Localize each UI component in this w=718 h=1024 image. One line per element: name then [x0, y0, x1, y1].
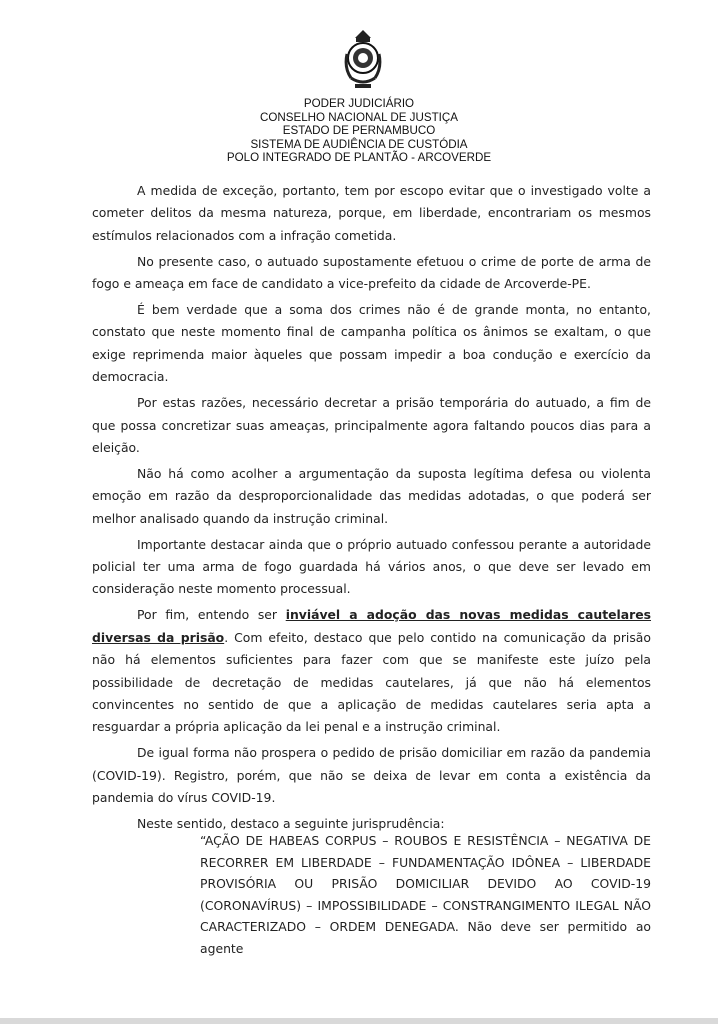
paragraph-text: Por fim, entendo ser — [137, 607, 286, 623]
pernambuco-coat-of-arms-icon — [343, 28, 383, 92]
paragraph: Neste sentido, destaco a seguinte jurisprudência: — [137, 815, 445, 831]
header-line: POLO INTEGRADO DE PLANTÃO - ARCOVERDE — [226, 151, 492, 165]
paragraph: A medida de exceção, portanto, tem por escopo evitar que o investigado volte a cometer delitos da mesma natureza, porque, em liberdade, encontrariam os mesmos estímulos relacionados com a infração cometida. — [92, 183, 651, 243]
document-body — [92, 180, 651, 839]
paragraph: No presente caso, o autuado supostamente efetuou o crime de porte de arma de fogo e ameaça em face de candidato a vice-prefeito da cidade de Arcoverde-PE. — [92, 253, 651, 292]
paragraph: Importante destacar ainda que o próprio autuado confessou perante a autoridade policial ter uma arma de fogo guardada há vários anos, o que deve ser levado em consideração neste momento processual. — [92, 536, 651, 597]
paragraph: Não há como acolher a argumentação da suposta legítima defesa ou violenta emoção em razão da desproporcionalidade das medidas adotadas, o que poderá ser melhor analisado quando da instrução criminal. — [92, 465, 651, 526]
paragraph: Por estas razões, necessário decretar a prisão temporária do autuado, a fim de que possa concretizar suas ameaças, principalmente agora faltando poucos dias para a eleição. — [92, 395, 651, 455]
document-header — [0, 97, 718, 165]
header-line: ESTADO DE PERNAMBUCO — [282, 124, 436, 138]
page-bottom-edge — [0, 1018, 718, 1024]
paragraph: É bem verdade que a soma dos crimes não é de grande monta, no entanto, constato que neste momento final de campanha política os ânimos se exaltam, o que exige reprimenda maior àqueles que possam impedir a boa condução e exercício da democracia. — [92, 302, 651, 385]
header-line: SISTEMA DE AUDIÊNCIA DE CUSTÓDIA — [250, 137, 468, 151]
paragraph: De igual forma não prospera o pedido de prisão domiciliar em razão da pandemia (COVID-19). Registro, porém, que não se deixa de levar em conta a existência da pandemia do vírus COVID-19. — [92, 745, 651, 806]
jurisprudence-quote: “AÇÃO DE HABEAS CORPUS – ROUBOS E RESISTÊNCIA – NEGATIVA DE RECORRER EM LIBERDADE – FUNDAMENTAÇÃO IDÔNEA – LIBERDADE PROVISÓRIA OU PRISÃO DOMICILIAR DEVIDO AO COVID-19 (CORONAVÍRUS) – IMPOSSIBILIDADE – CONSTRANGIMENTO ILEGAL NÃO CARACTERIZADO – ORDEM DENEGADA. Não deve ser permitido ao agente — [200, 833, 651, 956]
emphasized-text: inviável a adoção das novas medidas cautelares diversas da prisão — [92, 607, 652, 645]
paragraph — [92, 604, 651, 738]
header-line: PODER JUDICIÁRIO — [303, 97, 415, 110]
header-line: CONSELHO NACIONAL DE JUSTIÇA — [260, 110, 458, 124]
paragraph-text: . Com efeito, destaco que pelo contido na comunicação da prisão não há elementos suficientes para fazer com que se manifeste este juízo pela possibilidade de decretação de medidas cautelares, já que não há elementos convincentes no sentido de que a aplicação de medidas cautelares seria apta a resguardar a própria aplicação da lei penal e a instrução criminal. — [92, 629, 651, 735]
